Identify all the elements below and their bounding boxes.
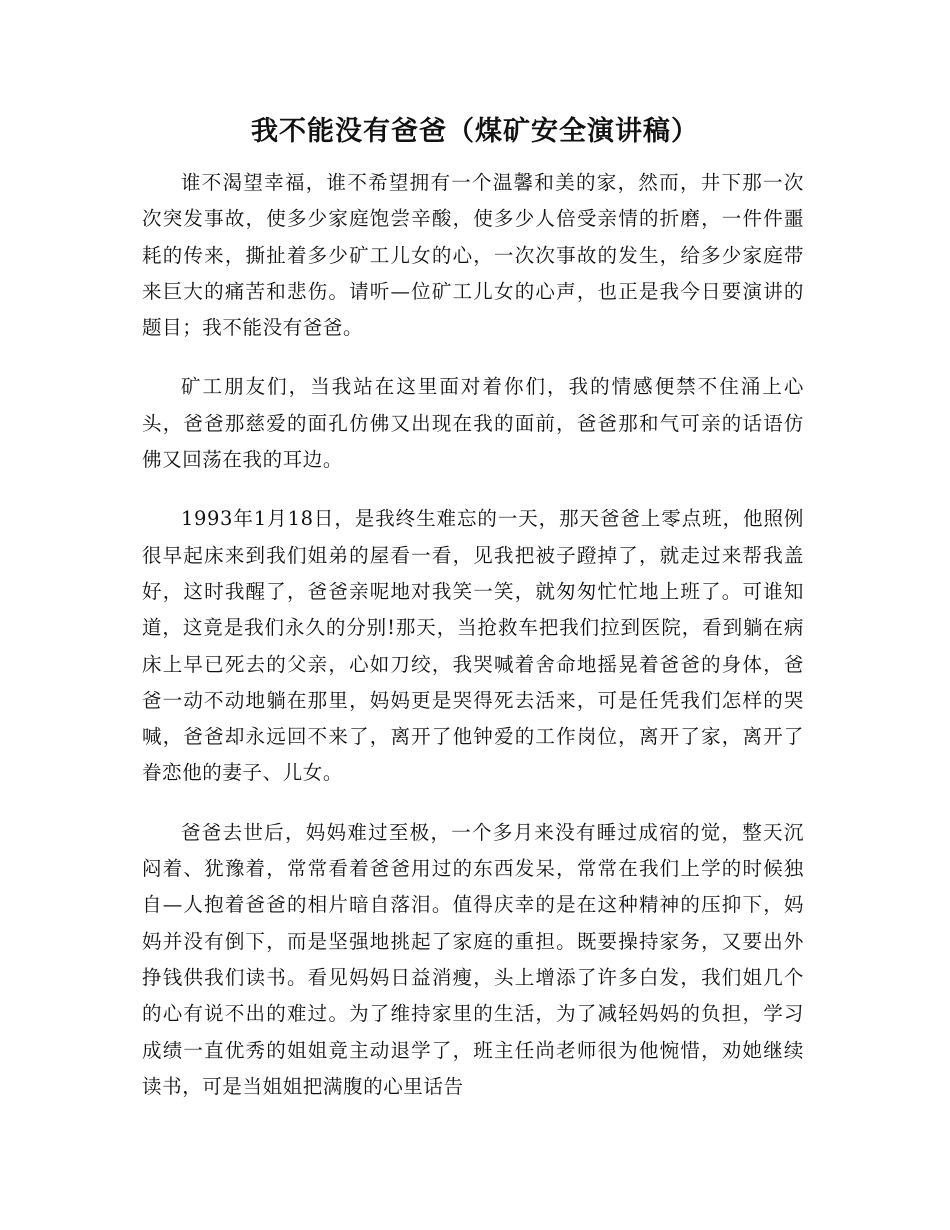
document-title: 我不能没有爸爸（煤矿安全演讲稿） <box>251 116 699 147</box>
document-body <box>142 165 804 1128</box>
paragraph-3: 1993年1月18日，是我终生难忘的一天，那天爸爸上零点班，他照例很早起床来到我们姐弟的屋看一看，见我把被子蹬掉了，就走过来帮我盖好，这时我醒了，爸爸亲呢地对我笑一笑，就匆匆忙忙地上班了。可谁知道，这竟是我们永久的分别!那天，当抢救车把我们拉到医院，看到躺在病床上早已死去的父亲，心如刀绞，我哭喊着舍命地摇晃着爸爸的身体，爸爸一动不动地躺在那里，妈妈更是哭得死去活来，可是任凭我们怎样的哭喊，爸爸却永远回不来了，离开了他钟爱的工作岗位，离开了家，离开了眷恋他的妻子、儿女。 <box>142 507 804 785</box>
paragraph-1: 谁不渴望幸福，谁不希望拥有一个温馨和美的家，然而，井下那一次次突发事故，使多少家庭饱尝辛酸，使多少人倍受亲情的折磨，一件件噩耗的传来，撕扯着多少矿工儿女的心，一次次事故的发生，给多少家庭带来巨大的痛苦和悲伤。请听—位矿工儿女的心声，也正是我今日要演讲的题目；我不能没有爸爸。 <box>142 171 804 340</box>
paragraph-2: 矿工朋友们，当我站在这里面对着你们，我的情感便禁不住涌上心头，爸爸那慈爱的面孔仿佛又出现在我的面前，爸爸那和气可亲的话语仿佛又回荡在我的耳边。 <box>142 375 804 472</box>
paragraph-4: 爸爸去世后，妈妈难过至极，一个多月来没有睡过成宿的觉，整天沉闷着、犹豫着，常常看着爸爸用过的东西发呆，常常在我们上学的时候独自—人抱着爸爸的相片暗自落泪。值得庆幸的是在这种精神的压抑下，妈妈并没有倒下，而是坚强地挑起了家庭的重担。既要操持家务，又要出外挣钱供我们读书。看见妈妈日益消瘦，头上增添了许多白发，我们姐几个的心有说不出的难过。为了维持家里的生活，为了减轻妈妈的负担，学习成绩一直优秀的姐姐竟主动退学了，班主任尚老师很为他惋惜，劝她继续读书，可是当姐姐把满腹的心里话告 <box>142 820 804 1098</box>
